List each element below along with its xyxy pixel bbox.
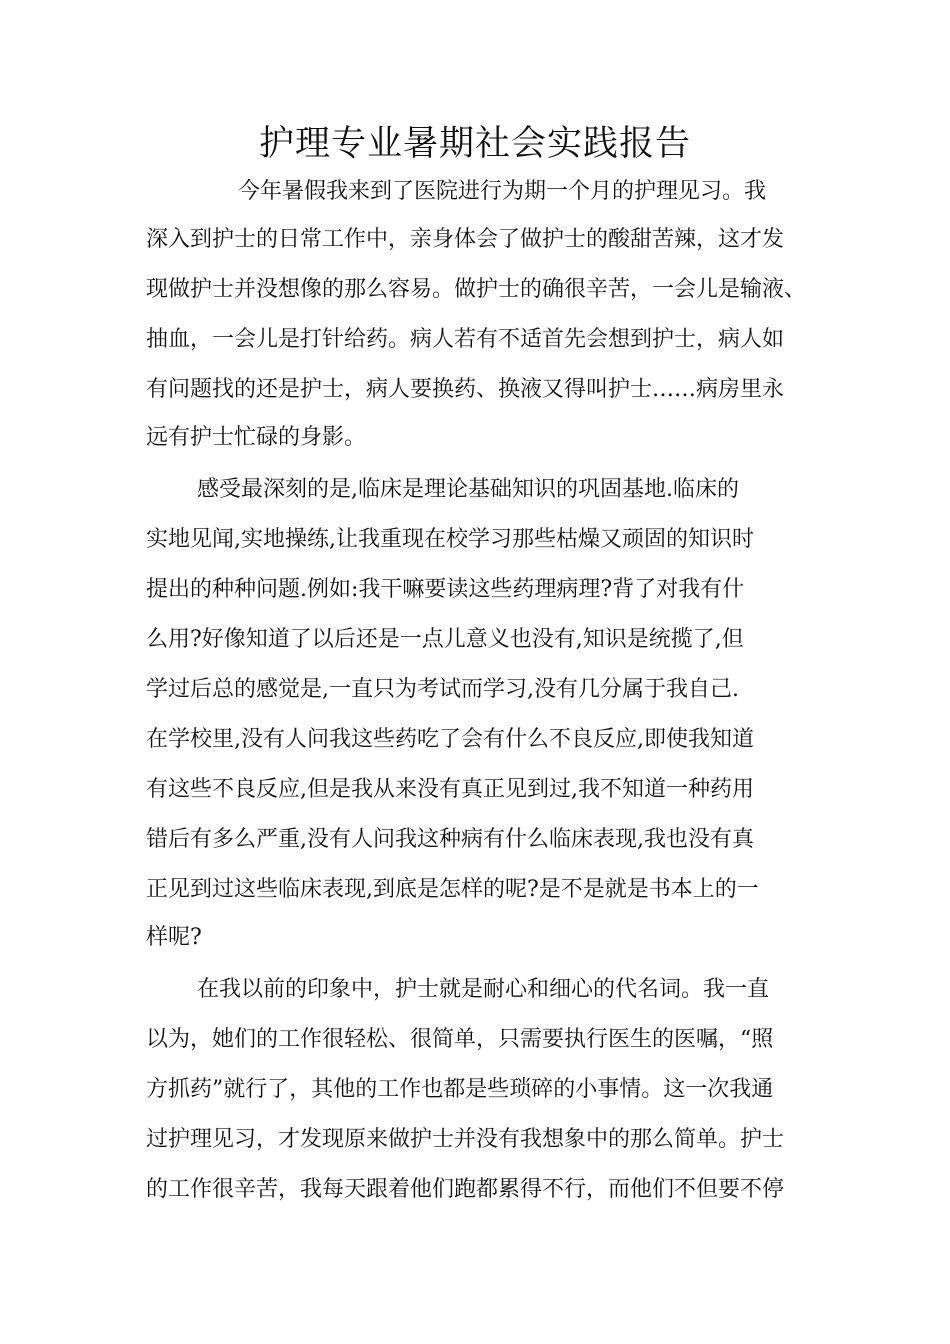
paragraph-3-line-5: 的工作很辛苦，我每天跟着他们跑都累得不行，而他们不但要不停 [146, 1177, 785, 1202]
paragraph-1-line-1: 今年暑假我来到了医院进行为期一个月的护理见习。我 [238, 179, 767, 204]
paragraph-2-line-8: 错后有多么严重,没有人问我这种病有什么临床表现,我也没有真 [146, 827, 754, 852]
paragraph-2-line-6: 在学校里,没有人问我这些药吃了会有什么不良反应,即使我知道 [146, 727, 754, 752]
paragraph-2-line-2: 实地见闻,实地操练,让我重现在校学习那些枯燥又顽固的知识时 [146, 527, 754, 552]
paragraph-3-line-4: 过护理见习，才发现原来做护士并没有我想象中的那么简单。护士 [146, 1127, 785, 1152]
paragraph-1-line-2: 深入到护士的日常工作中，亲身体会了做护士的酸甜苦辣，这才发 [146, 227, 785, 252]
paragraph-2-line-3: 提出的种种问题.例如:我干嘛要读这些药理病理?背了对我有什 [146, 577, 745, 602]
paragraph-3-line-3: 方抓药”就行了，其他的工作也都是些琐碎的小事情。这一次我通 [146, 1077, 774, 1102]
paragraph-3-line-1: 在我以前的印象中，护士就是耐心和细心的代名词。我一直 [197, 977, 770, 1002]
paragraph-1-line-5: 有问题找的还是护士，病人要换药、换液又得叫护士……病房里永 [146, 377, 785, 402]
paragraph-2-line-1: 感受最深刻的是,临床是理论基础知识的巩固基地.临床的 [197, 477, 739, 502]
paragraph-2-line-9: 正见到过这些临床表现,到底是怎样的呢?是不是就是书本上的一 [146, 877, 759, 902]
paragraph-3-line-2: 以为，她们的工作很轻松、很简单，只需要执行医生的医嘱，“照 [146, 1027, 774, 1052]
paragraph-1-line-6: 远有护士忙碌的身影。 [146, 425, 367, 450]
paragraph-2-line-10: 样呢? [146, 925, 202, 950]
document-title: 护理专业暑期社会实践报告 [258, 124, 691, 164]
paragraph-2-line-7: 有这些不良反应,但是我从来没有真正见到过,我不知道一种药用 [146, 777, 754, 802]
paragraph-2-line-5: 学过后总的感觉是,一直只为考试而学习,没有几分属于我自己. [146, 677, 739, 702]
paragraph-1-line-4: 抽血，一会儿是打针给药。病人若有不适首先会想到护士，病人如 [146, 327, 785, 352]
paragraph-2-line-4: 么用?好像知道了以后还是一点儿意义也没有,知识是统揽了,但 [146, 627, 744, 652]
paragraph-1-line-3: 现做护士并没想像的那么容易。做护士的确很辛苦，一会儿是输液、 [146, 277, 807, 302]
